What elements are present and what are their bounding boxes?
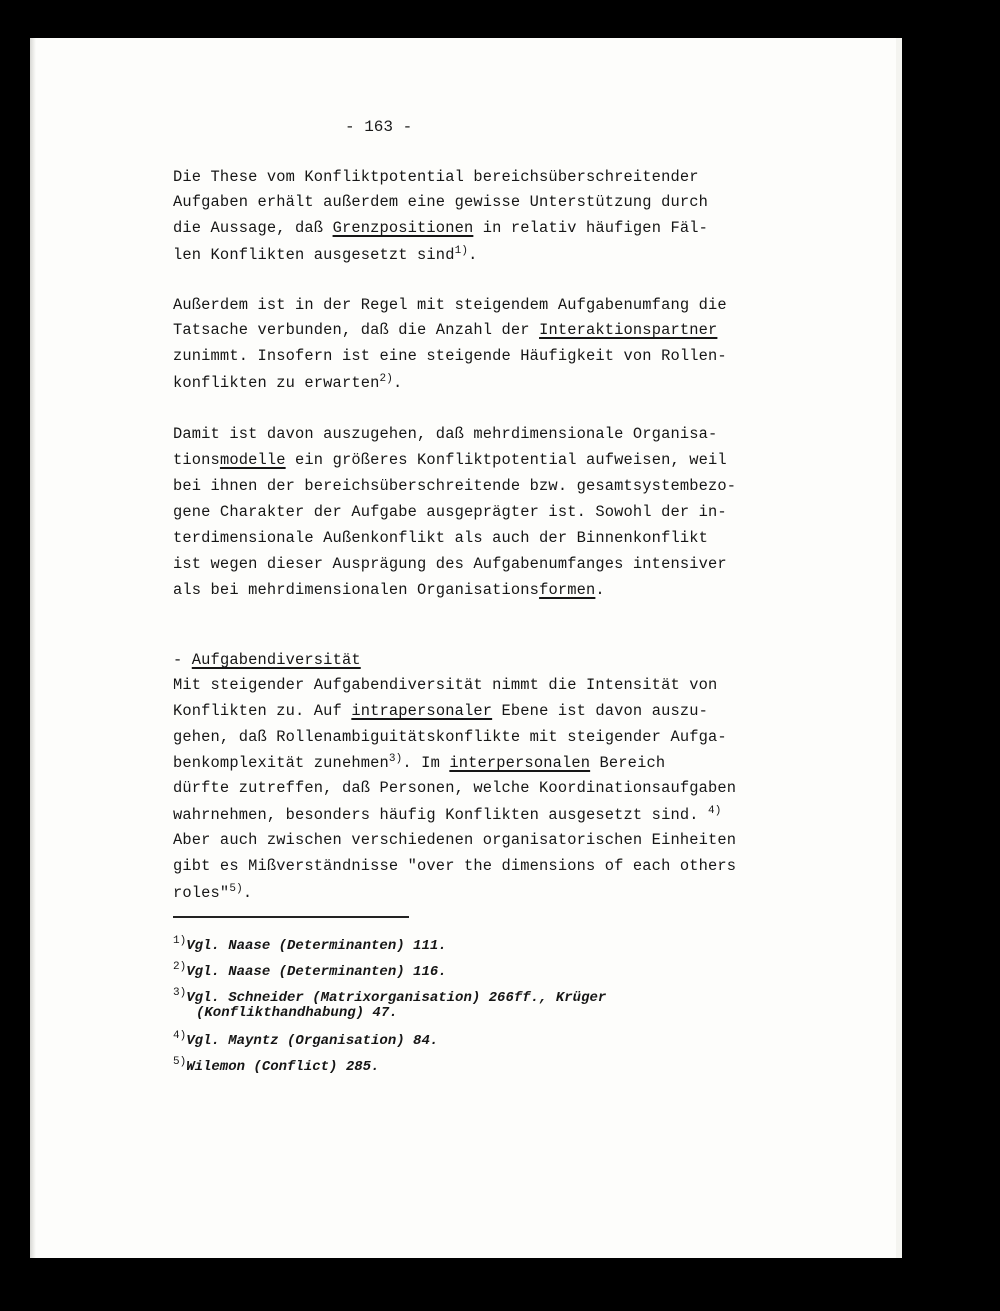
page-edge-shadow bbox=[30, 38, 36, 1258]
underlined-term: formen bbox=[539, 581, 596, 599]
underlined-term: Interaktionspartner bbox=[539, 321, 718, 339]
footnote-ref: 4) bbox=[708, 805, 722, 817]
section-line: Aber auch zwischen verschiedenen organisatorischen Einheiten bbox=[173, 831, 737, 849]
section-line: benkomplexität zunehmen$^{3)}$. Im interpersonalen Bereich bbox=[173, 753, 666, 772]
paragraph3-line: ist wegen dieser Ausprägung des Aufgabenumfanges intensiver bbox=[173, 555, 727, 573]
paragraph1-line: Aufgaben erhält außerdem eine gewisse Unterstützung durch bbox=[173, 193, 708, 211]
paragraph2-line: konflikten zu erwarten$^{2)}$. bbox=[173, 373, 403, 392]
section-line: Konflikten zu. Auf intrapersonaler Ebene ist davon auszu- bbox=[173, 702, 709, 720]
section-line: wahrnehmen, besonders häufig Konflikten ausgesetzt sind. $^{4)}$ bbox=[173, 805, 722, 824]
footnote: $^{4)}$Vgl. Mayntz (Organisation) 84. bbox=[173, 1030, 439, 1049]
footnote-ref: 1) bbox=[454, 245, 469, 257]
section-heading: - Aufgabendiversität bbox=[173, 651, 361, 669]
paragraph2-line: Tatsache verbunden, daß die Anzahl der Interaktionspartner bbox=[173, 321, 718, 339]
footnote-continuation: (Konflikthandhabung) 47. bbox=[196, 1005, 398, 1021]
section-line: gehen, daß Rollenambiguitätskonflikte mit steigender Aufga- bbox=[173, 728, 727, 746]
paragraph3-line: Damit ist davon auszugehen, daß mehrdimensionale Organisa- bbox=[173, 425, 718, 443]
paragraph1-line: die Aussage, daß Grenzpositionen in relativ häufigen Fäl- bbox=[173, 219, 709, 237]
footnote: $^{1)}$Vgl. Naase (Determinanten) 111. bbox=[173, 935, 447, 954]
paragraph3-line: tionsmodelle ein größeres Konfliktpotential aufweisen, weil bbox=[173, 451, 727, 469]
page-right-strip bbox=[896, 38, 902, 1258]
footnote: $^{2)}$Vgl. Naase (Determinanten) 116. bbox=[173, 961, 447, 980]
section-line: roles"$^{5)}$. bbox=[173, 883, 253, 902]
underlined-term: interpersonalen bbox=[449, 754, 591, 772]
paragraph3-line: als bei mehrdimensionalen Organisationsformen. bbox=[173, 581, 605, 599]
footnote: $^{5)}$Wilemon (Conflict) 285. bbox=[173, 1056, 380, 1075]
underlined-term: Grenzpositionen bbox=[332, 219, 474, 237]
paragraph3-line: bei ihnen der bereichsüberschreitende bzw. gesamtsystembezo- bbox=[173, 477, 737, 495]
paragraph3-line: gene Charakter der Aufgabe ausgeprägter ist. Sowohl der in- bbox=[173, 503, 727, 521]
paragraph2-line: Außerdem ist in der Regel mit steigendem Aufgabenumfang die bbox=[173, 296, 727, 314]
section-line: gibt es Mißverständnisse "over the dimensions of each others bbox=[173, 857, 737, 875]
underlined-term: intrapersonaler bbox=[351, 702, 493, 720]
paragraph3-line: terdimensionale Außenkonflikt als auch der Binnenkonflikt bbox=[173, 529, 708, 547]
footnote-ref: 2) bbox=[379, 373, 394, 385]
paragraph2-line: zunimmt. Insofern ist eine steigende Häufigkeit von Rollen- bbox=[173, 347, 727, 365]
footnote-ref: 5) bbox=[229, 883, 243, 895]
paragraph1-line: len Konflikten ausgesetzt sind$^{1)}$. bbox=[173, 245, 478, 264]
section-line: Mit steigender Aufgabendiversität nimmt die Intensität von bbox=[173, 676, 718, 694]
underlined-term: modelle bbox=[219, 451, 286, 469]
footnote: $^{3)}$Vgl. Schneider (Matrixorganisation) 266ff., Krüger bbox=[173, 987, 607, 1006]
section-line: dürfte zutreffen, daß Personen, welche Koordinationsaufgaben bbox=[173, 779, 737, 797]
footnote-ref: 3) bbox=[388, 753, 403, 765]
page-number: - 163 - bbox=[345, 118, 413, 136]
paragraph1-line: Die These vom Konfliktpotential bereichsüberschreitender bbox=[173, 168, 699, 186]
footnote-divider bbox=[173, 916, 409, 918]
